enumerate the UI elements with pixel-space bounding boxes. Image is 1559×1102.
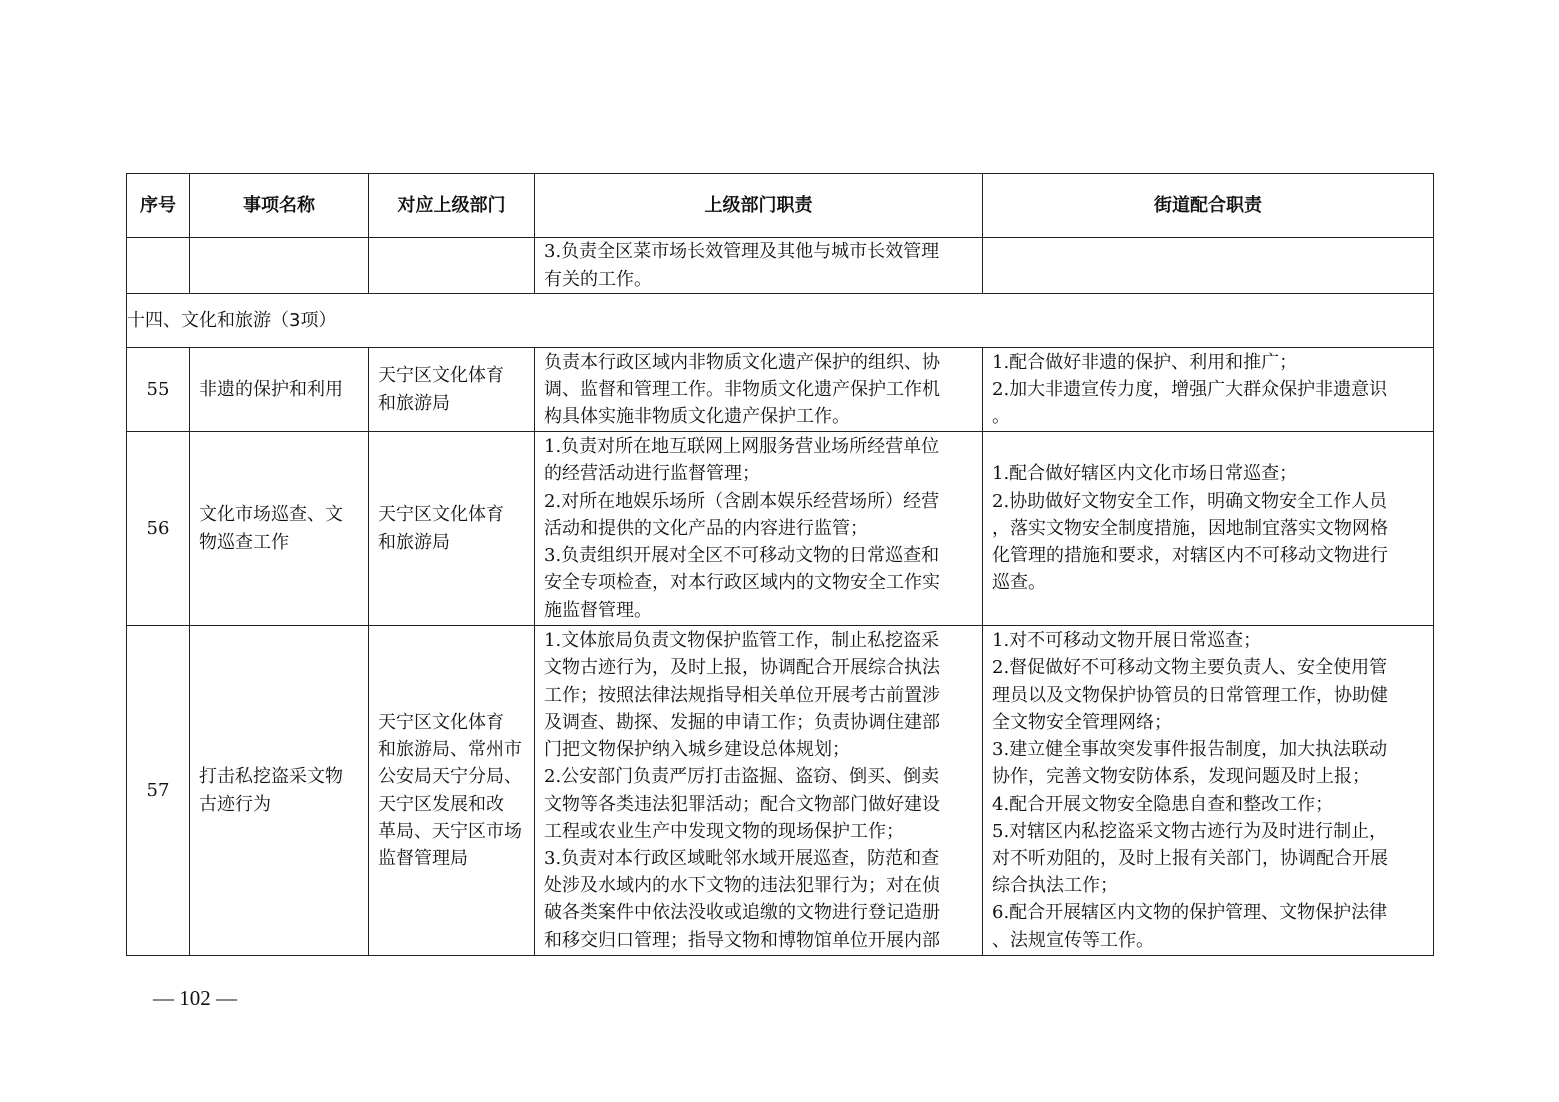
text-line: 文物古迹行为，及时上报，协调配合开展综合执法 — [544, 657, 940, 679]
text-line: 活动和提供的文化产品的内容进行监管； — [544, 517, 868, 539]
row-dept — [369, 348, 535, 432]
table-row — [127, 432, 1434, 626]
text-line: 2.加大非遗宣传力度，增强广大群众保护非遗意识 — [992, 378, 1388, 400]
duty-table — [126, 173, 1434, 956]
text-line: 全文物安全管理网络； — [992, 711, 1172, 733]
text-line: 打击私挖盗采文物 — [199, 766, 343, 788]
text-line: 非遗的保护和利用 — [199, 378, 343, 400]
row-name — [190, 348, 369, 432]
text-line: 破各类案件中依法没收或追缴的文物进行登记造册 — [544, 902, 940, 924]
table-row — [127, 626, 1434, 956]
text-line: 、法规宣传等工作。 — [992, 929, 1154, 951]
text-line: 物巡查工作 — [199, 531, 289, 553]
header-num: 序号 — [127, 174, 190, 238]
text-line: 1.配合做好辖区内文化市场日常巡查； — [992, 463, 1298, 485]
text-line: 1.负责对所在地互联网上网服务营业场所经营单位 — [544, 436, 940, 458]
header-dept: 对应上级部门 — [369, 174, 535, 238]
text-line: 1.文体旅局负责文物保护监管工作，制止私挖盗采 — [544, 630, 940, 652]
text-line: 天宁区文化体育 — [378, 504, 504, 526]
text-line: 和旅游局、常州市 — [378, 739, 522, 761]
text-line: 构具体实施非物质文化遗产保护工作。 — [544, 406, 850, 428]
text-line: 4.配合开展文物安全隐患自查和整改工作； — [992, 793, 1334, 815]
text-line: 负责本行政区域内非物质文化遗产保护的组织、协 — [544, 351, 940, 373]
text-line: 和旅游局 — [378, 392, 450, 414]
text-line: 安全专项检查，对本行政区域内的文物安全工作实 — [544, 572, 940, 594]
text-line: 3.建立健全事故突发事件报告制度，加大执法联动 — [992, 739, 1388, 761]
text-line: 。 — [992, 406, 1010, 428]
text-line: 的经营活动进行监督管理； — [544, 463, 760, 485]
text-line: 施监督管理。 — [544, 599, 652, 621]
text-line: 天宁区文化体育 — [378, 365, 504, 387]
header-street: 街道配合职责 — [983, 174, 1434, 238]
row-duty — [535, 348, 983, 432]
row-duty — [535, 626, 983, 956]
header-name: 事项名称 — [190, 174, 369, 238]
row-duty — [535, 432, 983, 626]
text-line: 协作，完善文物安防体系，发现问题及时上报； — [992, 766, 1370, 788]
row-num: 56 — [127, 432, 190, 626]
header-row — [127, 174, 1434, 238]
text-line: 文物等各类违法犯罪活动；配合文物部门做好建设 — [544, 793, 940, 815]
row-num: 55 — [127, 348, 190, 432]
header-duty: 上级部门职责 — [535, 174, 983, 238]
text-line: 2.督促做好不可移动文物主要负责人、安全使用管 — [992, 657, 1388, 679]
text-line: 处涉及水域内的水下文物的违法犯罪行为；对在侦 — [544, 875, 940, 897]
text-line: 和移交归口管理；指导文物和博物馆单位开展内部 — [544, 929, 940, 951]
text-line: 1.配合做好非遗的保护、利用和推广； — [992, 351, 1298, 373]
text-line: 天宁区文化体育 — [378, 711, 504, 733]
row-dept — [369, 432, 535, 626]
text-line: 3.负责对本行政区域毗邻水域开展巡查，防范和查 — [544, 847, 940, 869]
text-line: 文化市场巡查、文 — [199, 504, 343, 526]
text-line: 2.公安部门负责严厉打击盗掘、盗窃、倒买、倒卖 — [544, 766, 940, 788]
text-line: 监督管理局 — [378, 847, 468, 869]
text-line: 天宁区发展和改 — [378, 793, 504, 815]
text-line: 公安局天宁分局、 — [378, 766, 522, 788]
row-name — [190, 626, 369, 956]
row-street — [983, 432, 1434, 626]
section-title: 十四、文化和旅游（3项） — [127, 294, 1434, 348]
text-line: 和旅游局 — [378, 531, 450, 553]
text-line: 5.对辖区内私挖盗采文物古迹行为及时进行制止， — [992, 820, 1388, 842]
text-line: 3.负责全区菜市场长效管理及其他与城市长效管理 — [544, 241, 940, 263]
text-line: 化管理的措施和要求，对辖区内不可移动文物进行 — [992, 545, 1388, 567]
text-line: 工程或农业生产中发现文物的现场保护工作； — [544, 820, 904, 842]
continued-row — [127, 238, 1434, 294]
text-line: 对不听劝阻的，及时上报有关部门，协调配合开展 — [992, 847, 1388, 869]
text-line: 调、监督和管理工作。非物质文化遗产保护工作机 — [544, 378, 940, 400]
text-line: 巡查。 — [992, 572, 1046, 594]
text-line: ，落实文物安全制度措施，因地制宜落实文物网格 — [992, 517, 1388, 539]
table-row — [127, 348, 1434, 432]
text-line: 6.配合开展辖区内文物的保护管理、文物保护法律 — [992, 902, 1388, 924]
text-line: 综合执法工作； — [992, 875, 1118, 897]
text-line: 古迹行为 — [199, 793, 271, 815]
row-name — [190, 432, 369, 626]
text-line: 门把文物保护纳入城乡建设总体规划； — [544, 739, 850, 761]
continued-duty-cell — [535, 238, 983, 294]
text-line: 1.对不可移动文物开展日常巡查； — [992, 630, 1262, 652]
section-row — [127, 294, 1434, 348]
text-line: 工作；按照法律法规指导相关单位开展考古前置涉 — [544, 684, 940, 706]
row-num: 57 — [127, 626, 190, 956]
text-line: 2.协助做好文物安全工作，明确文物安全工作人员 — [992, 490, 1388, 512]
text-line: 有关的工作。 — [544, 268, 652, 290]
row-dept — [369, 626, 535, 956]
text-line: 及调查、勘探、发掘的申请工作；负责协调住建部 — [544, 711, 940, 733]
text-line: 理员以及文物保护协管员的日常管理工作，协助健 — [992, 684, 1388, 706]
row-street — [983, 348, 1434, 432]
text-line: 革局、天宁区市场 — [378, 820, 522, 842]
page-number: — 102 — — [153, 986, 237, 1010]
text-line: 2.对所在地娱乐场所（含剧本娱乐经营场所）经营 — [544, 490, 940, 512]
row-street — [983, 626, 1434, 956]
text-line: 3.负责组织开展对全区不可移动文物的日常巡查和 — [544, 545, 940, 567]
